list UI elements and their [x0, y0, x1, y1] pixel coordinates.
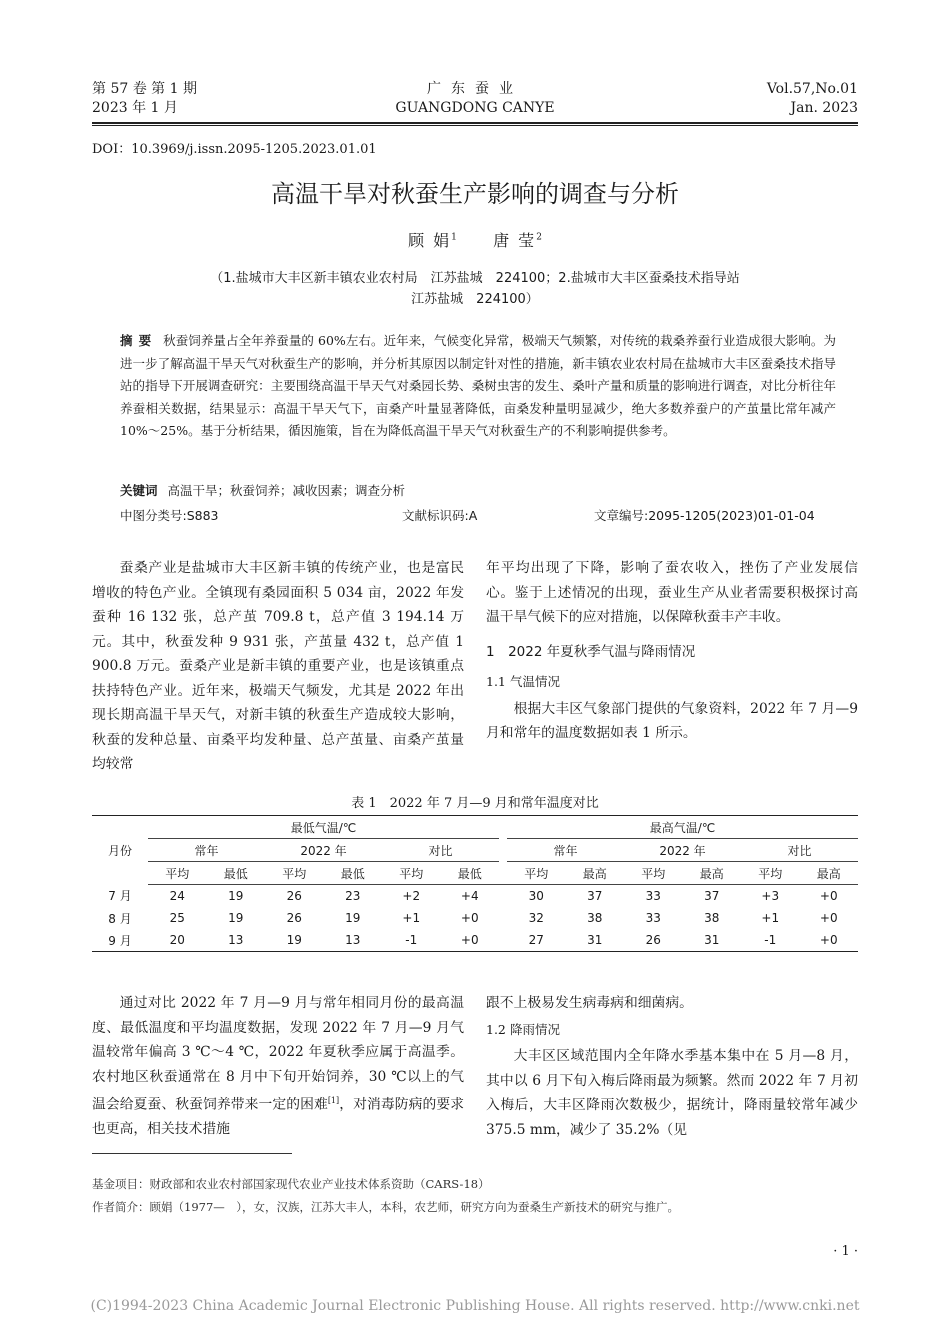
citation[interactable]: [1]	[327, 1096, 340, 1105]
table-group-max: 最高气温/℃	[507, 816, 858, 839]
keywords	[120, 481, 405, 499]
table-body	[92, 885, 858, 952]
table-row	[92, 885, 858, 908]
table-caption: 表 1 2022 年 7 月—9 月和常年温度对比	[351, 796, 599, 811]
affiliation-line: 江苏盐城 224100）	[411, 292, 539, 307]
subsection-number: 1.2	[486, 1021, 506, 1037]
paragraph	[92, 991, 464, 1142]
table-cell: -1	[382, 929, 441, 952]
author-sup: 2	[536, 232, 542, 243]
table-cell: 19	[265, 929, 324, 952]
table-row	[92, 907, 858, 929]
abstract-text: 秋蚕饲养量占全年养蚕量的 60%左右。近年来，气候变化异常，极端天气频繁，对传统的栽桑养蚕行业造成很大影响。为进一步了解高温干旱天气对秋蚕生产的影响，并分析其原因以制定针对性的措施，新丰镇农业农村局在盐城市大丰区蚕桑技术指导站的指导下开展调查研究：主要围绕高温干旱天气对桑园长势、桑树虫害的发生、桑叶产量和质量的影响进行调查，对比分析往年养蚕相关数据，结果显示：高温干旱天气下，亩桑产叶量显著降低，亩桑发种量明显减少，绝大多数养蚕户的产茧量比常年减产 10%～25%。基于分析结果，循因施策，旨在为降低高温干旱天气对秋蚕生产的不利影响提供参考。	[120, 333, 836, 438]
subsection-number: 1.1	[486, 674, 506, 689]
article-number: 文章编号:2095-1205(2023)01-01-04	[594, 508, 815, 523]
table-cell: +1	[761, 911, 780, 925]
table-cell: 31	[683, 929, 742, 952]
table-gap	[499, 885, 507, 908]
keywords-text: 高温干旱；秋蚕饲养；减收因素；调查分析	[167, 483, 406, 498]
journal-name-cn: 广东蚕业	[427, 81, 523, 97]
paragraph-continued: 跟不上极易发生病毒病和细菌病。	[486, 995, 693, 1011]
affiliation	[120, 268, 830, 310]
table-gap	[499, 907, 507, 929]
issue-date: 2023 年 1 月	[92, 100, 178, 116]
table-cell: 32	[528, 911, 544, 925]
body-column-left-lower	[92, 991, 464, 1142]
table-cell: +0	[800, 929, 859, 952]
table-cell: 19	[228, 911, 244, 925]
col-header: 最高	[566, 862, 625, 885]
col-header: 平均	[382, 862, 441, 885]
table-cell: 13	[324, 929, 383, 952]
table-cell: 38	[587, 911, 603, 925]
body-column-right	[486, 556, 858, 746]
copyright-footer: (C)1994-2023 China Academic Journal Electronic Publishing House. All rights reserved. http://www.cnki.net	[90, 1298, 860, 1314]
document-code: 文献标识码:A	[402, 508, 478, 523]
col-header: 最低	[207, 862, 266, 885]
col-header: 最高	[800, 862, 859, 885]
subsection-title: 气温情况	[510, 674, 561, 689]
paragraph: 根据大丰区气象部门提供的气象资料，2022 年 7 月—9 月和常年的温度数据如表 1 所示。	[486, 700, 858, 741]
col-header: 最低	[441, 862, 500, 885]
table-cell: 38	[704, 911, 720, 925]
table-cell: 24	[169, 889, 185, 903]
subsection-heading	[486, 1018, 858, 1043]
subsection-title: 降雨情况	[510, 1021, 561, 1037]
table-sub-2022: 2022 年	[624, 839, 741, 862]
section-heading: 1 2022 年夏秋季气温与降雨情况	[486, 643, 696, 660]
table-cell: +0	[441, 929, 500, 952]
temperature-table	[92, 815, 858, 952]
table-cell: 13	[207, 929, 266, 952]
table-sub-compare: 对比	[382, 839, 499, 862]
table-cell: +0	[819, 889, 838, 903]
col-header: 平均	[148, 862, 207, 885]
table-cell: 20	[148, 929, 207, 952]
table-header-month: 月份	[92, 816, 148, 885]
author-sup: 1	[451, 232, 457, 243]
volume-en: Vol.57,No.01	[766, 81, 858, 97]
table-cell: 23	[345, 889, 361, 903]
col-header: 平均	[741, 862, 800, 885]
col-header: 平均	[624, 862, 683, 885]
table-cell: 30	[528, 889, 544, 903]
subsection-heading	[486, 670, 858, 695]
table-cell: +0	[819, 911, 838, 925]
paragraph: 大丰区区域范围内全年降水季基本集中在 5 月—8 月，其中以 6 月下旬入梅后降雨最为频繁。然而 2022 年 7 月初入梅后，大丰区降雨次数极少，据统计，降雨量较常年减少 375.5 mm，减少了 35.2%（见	[486, 1048, 858, 1138]
keywords-label: 关键词	[120, 483, 158, 498]
table-cell: 31	[566, 929, 625, 952]
table-cell: 19	[345, 911, 361, 925]
footnote-funding: 基金项目：财政部和农业农村部国家现代农业产业技术体系资助（CARS-18）	[92, 1177, 490, 1191]
col-header: 最低	[324, 862, 383, 885]
paragraph: 蚕桑产业是盐城市大丰区新丰镇的传统产业，也是富民增收的特色产业。全镇现有桑园面积 5 034 亩，2022 年发蚕种 16 132 张，总产茧 709.8 t，总产值 3 194.14 万元。其中，秋蚕发种 9 931 张，产茧量 432 t，总产值 1 900.8 万元。蚕桑产业是新丰镇的重要产业，也是该镇重点扶持特色产业。近年来，极端天气频发，尤其是 2022 年出现长期高温干旱天气，对新丰镇的秋蚕生产造成较大影响，秋蚕的发种总量、亩桑平均发种量、总产茧量、亩桑产茧量均较常	[92, 560, 464, 772]
table-sub-normal: 常年	[507, 839, 624, 862]
table-cell-month: 8 月	[108, 911, 132, 926]
table-cell: +3	[761, 889, 780, 903]
table-cell: 37	[587, 889, 603, 903]
header-rule-thin	[92, 125, 858, 126]
header-right	[767, 80, 858, 118]
col-header: 最高	[683, 862, 742, 885]
table-cell: +4	[460, 889, 479, 903]
issue-volume: 第 57 卷 第 1 期	[92, 81, 197, 97]
table-gap	[499, 929, 507, 952]
table-cell: 26	[286, 911, 302, 925]
paragraph-text: 通过对比 2022 年 7 月—9 月与常年相同月份的最高温度、最低温度和平均温度数据，发现 2022 年 7 月—9 月气温较常年偏高 3 ℃～4 ℃，2022 年夏秋季应属于高温季。农村地区秋蚕通常在 8 月中下旬开始饲养，30 ℃以上的气温会给夏蚕、秋蚕饲养带来一定的困难	[92, 995, 464, 1113]
table-cell: 27	[507, 929, 566, 952]
author-name: 唐 莹	[493, 231, 537, 250]
table-row	[92, 929, 858, 952]
page-number: · 1 ·	[833, 1244, 858, 1259]
abstract-label: 摘要	[120, 333, 158, 348]
abstract	[120, 330, 836, 443]
table-cell: +1	[402, 911, 421, 925]
col-header: 平均	[507, 862, 566, 885]
date-en: Jan. 2023	[790, 100, 858, 116]
affiliation-line: （1.盐城市大丰区新丰镇农业农村局 江苏盐城 224100；2.盐城市大丰区蚕桑技术指导站	[210, 271, 740, 286]
author-list	[0, 228, 950, 251]
doi[interactable]: DOI：10.3969/j.issn.2095-1205.2023.01.01	[92, 142, 377, 157]
table-cell: -1	[741, 929, 800, 952]
table-cell-month: 9 月	[92, 929, 148, 952]
table-cell: 26	[286, 889, 302, 903]
table-cell: 25	[169, 911, 185, 925]
table-cell: 33	[645, 889, 661, 903]
table-cell-month: 7 月	[108, 889, 132, 904]
table-cell: 26	[624, 929, 683, 952]
table-group-min: 最低气温/℃	[148, 816, 499, 839]
paper-title: 高温干旱对秋蚕生产影响的调查与分析	[271, 180, 679, 208]
footnote-rule	[92, 1153, 292, 1154]
table-cell: 33	[645, 911, 661, 925]
footnote-author-bio: 作者简介：顾娟（1977— ），女，汉族，江苏大丰人，本科，农艺师，研究方向为蚕桑生产新技术的研究与推广。	[92, 1200, 680, 1214]
paragraph-text: ，对消毒防病的要求也更高，相关技术措施	[92, 1096, 464, 1138]
table-sub-normal: 常年	[148, 839, 265, 862]
table-cell: +2	[402, 889, 421, 903]
table-cell: 19	[228, 889, 244, 903]
body-column-right-lower	[486, 991, 858, 1142]
clc-number: 中图分类号:S883	[120, 508, 219, 523]
table-sub-compare: 对比	[741, 839, 858, 862]
header-rule	[92, 122, 858, 124]
author-name: 顾 娟	[408, 231, 452, 250]
table-sub-2022: 2022 年	[265, 839, 382, 862]
body-column-left	[92, 556, 464, 777]
table-cell: 37	[704, 889, 720, 903]
table-cell: +0	[460, 911, 479, 925]
col-header: 平均	[265, 862, 324, 885]
paragraph-continued: 年平均出现了下降，影响了蚕农收入，挫伤了产业发展信心。鉴于上述情况的出现，蚕业生产从业者需要积极探讨高温干旱气候下的应对措施，以保障秋蚕丰产丰收。	[486, 560, 858, 625]
journal-name-en: GUANGDONG CANYE	[395, 100, 555, 116]
